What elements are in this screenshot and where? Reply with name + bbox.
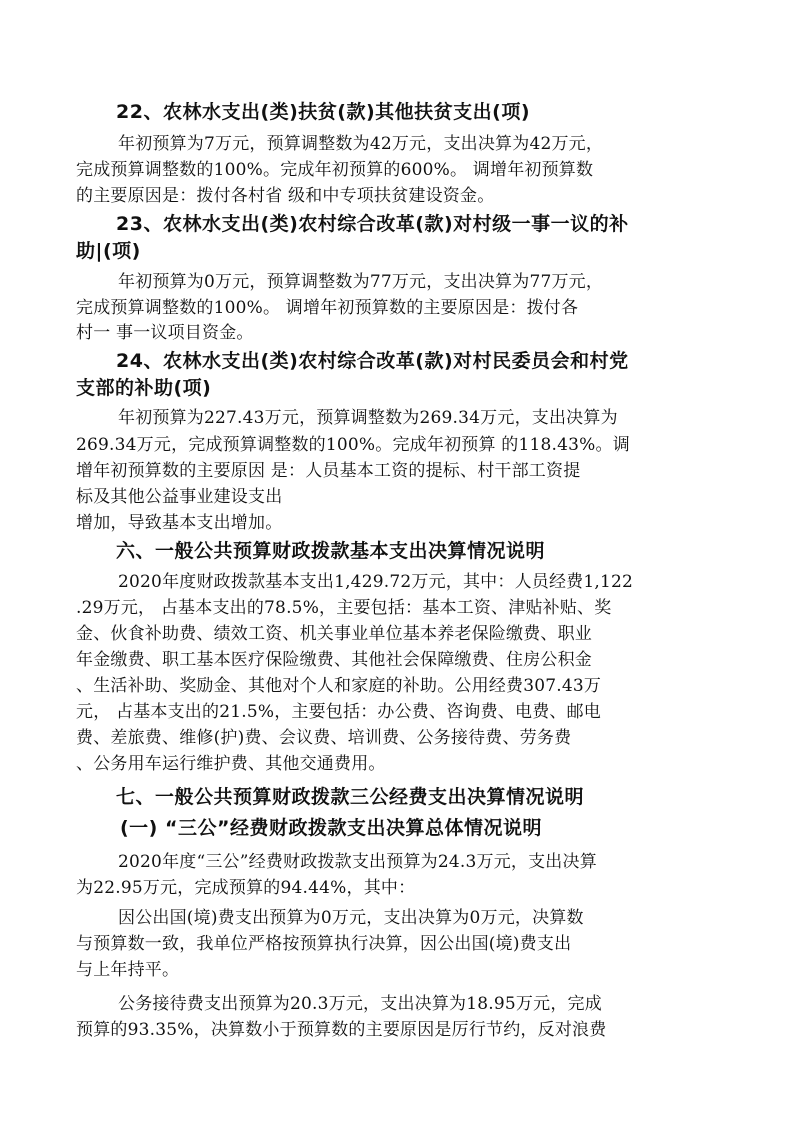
paragraph-line: 2020年度财政拨款基本支出1,429.72万元，其中：人员经费1,122 <box>118 572 634 592</box>
paragraph-line: 年初预算为227.43万元，预算调整数为269.34万元，支出决算为 <box>118 408 618 428</box>
subsection-heading-7-1: (一) “三公”经费财政拨款支出决算总体情况说明 <box>120 817 542 839</box>
paragraph-line: 的主要原因是：拨付各村省 级和中专项扶贫建设资金。 <box>76 186 495 206</box>
paragraph-line: 与预算数一致，我单位严格按预算执行决算，因公出国(境)费支出 <box>76 934 572 954</box>
paragraph-line: 增年初预算数的主要原因 是：人员基本工资的提标、村干部工资提 <box>76 461 581 481</box>
heading-item-24-cont: 支部的补助(项) <box>76 377 212 399</box>
heading-item-24: 24、农林水支出(类)农村综合改革(款)对村民委员会和村党 <box>116 350 629 372</box>
paragraph-line: 269.34万元，完成预算调整数的100%。完成年初预算 的118.43%。调 <box>76 435 630 455</box>
section-heading-7: 七、一般公共预算财政拨款三公经费支出决算情况说明 <box>116 786 585 808</box>
heading-item-22: 22、农林水支出(类)扶贫(款)其他扶贫支出(项) <box>116 101 531 123</box>
section-heading-6: 六、一般公共预算财政拨款基本支出决算情况说明 <box>116 540 546 562</box>
paragraph-line: 年金缴费、职工基本医疗保险缴费、其他社会保障缴费、住房公积金 <box>76 650 592 670</box>
paragraph-line: 年初预算为7万元，预算调整数为42万元，支出决算为42万元， <box>118 134 604 154</box>
paragraph-line: 因公出国(境)费支出预算为0万元，支出决算为0万元，决算数 <box>118 908 584 928</box>
paragraph-line: 公务接待费支出预算为20.3万元，支出决算为18.95万元，完成 <box>118 994 602 1014</box>
paragraph-line: 、生活补助、奖励金、其他对个人和家庭的补助。公用经费307.43万 <box>76 676 602 696</box>
paragraph-line: 完成预算调整数的100%。完成年初预算的600%。 调增年初预算数 <box>76 160 594 180</box>
paragraph-line: .29万元， 占基本支出的78.5%，主要包括：基本工资、津贴补贴、奖 <box>76 598 612 618</box>
paragraph-line: 元， 占基本支出的21.5%，主要包括：办公费、咨询费、电费、邮电 <box>76 702 602 722</box>
paragraph-line: 增加，导致基本支出增加。 <box>76 513 283 533</box>
paragraph-line: 预算的93.35%，决算数小于预算数的主要原因是厉行节约，反对浪费 <box>76 1020 607 1040</box>
paragraph-line: 、公务用车运行维护费、其他交通费用。 <box>76 754 386 774</box>
paragraph-line: 村一 事一议项目资金。 <box>76 323 254 343</box>
heading-item-23: 23、农林水支出(类)农村综合改革(款)对村级一事一议的补 <box>116 213 629 235</box>
paragraph-line: 与上年持平。 <box>76 960 180 980</box>
paragraph-line: 金、伙食补助费、绩效工资、机关事业单位基本养老保险缴费、职业 <box>76 624 592 644</box>
heading-item-23-cont: 助|(项) <box>76 240 141 262</box>
paragraph-line: 年初预算为0万元，预算调整数为77万元，支出决算为77万元， <box>118 272 604 292</box>
paragraph-line: 为22.95万元，完成预算的94.44%，其中： <box>76 878 416 898</box>
paragraph-line: 标及其他公益事业建设支出 <box>76 487 283 507</box>
paragraph-line: 费、差旅费、维修(护)费、会议费、培训费、公务接待费、劳务费 <box>76 728 572 748</box>
paragraph-line: 完成预算调整数的100%。 调增年初预算数的主要原因是：拨付各 <box>76 298 579 318</box>
paragraph-line: 2020年度“三公”经费财政拨款支出预算为24.3万元，支出决算 <box>118 852 597 872</box>
